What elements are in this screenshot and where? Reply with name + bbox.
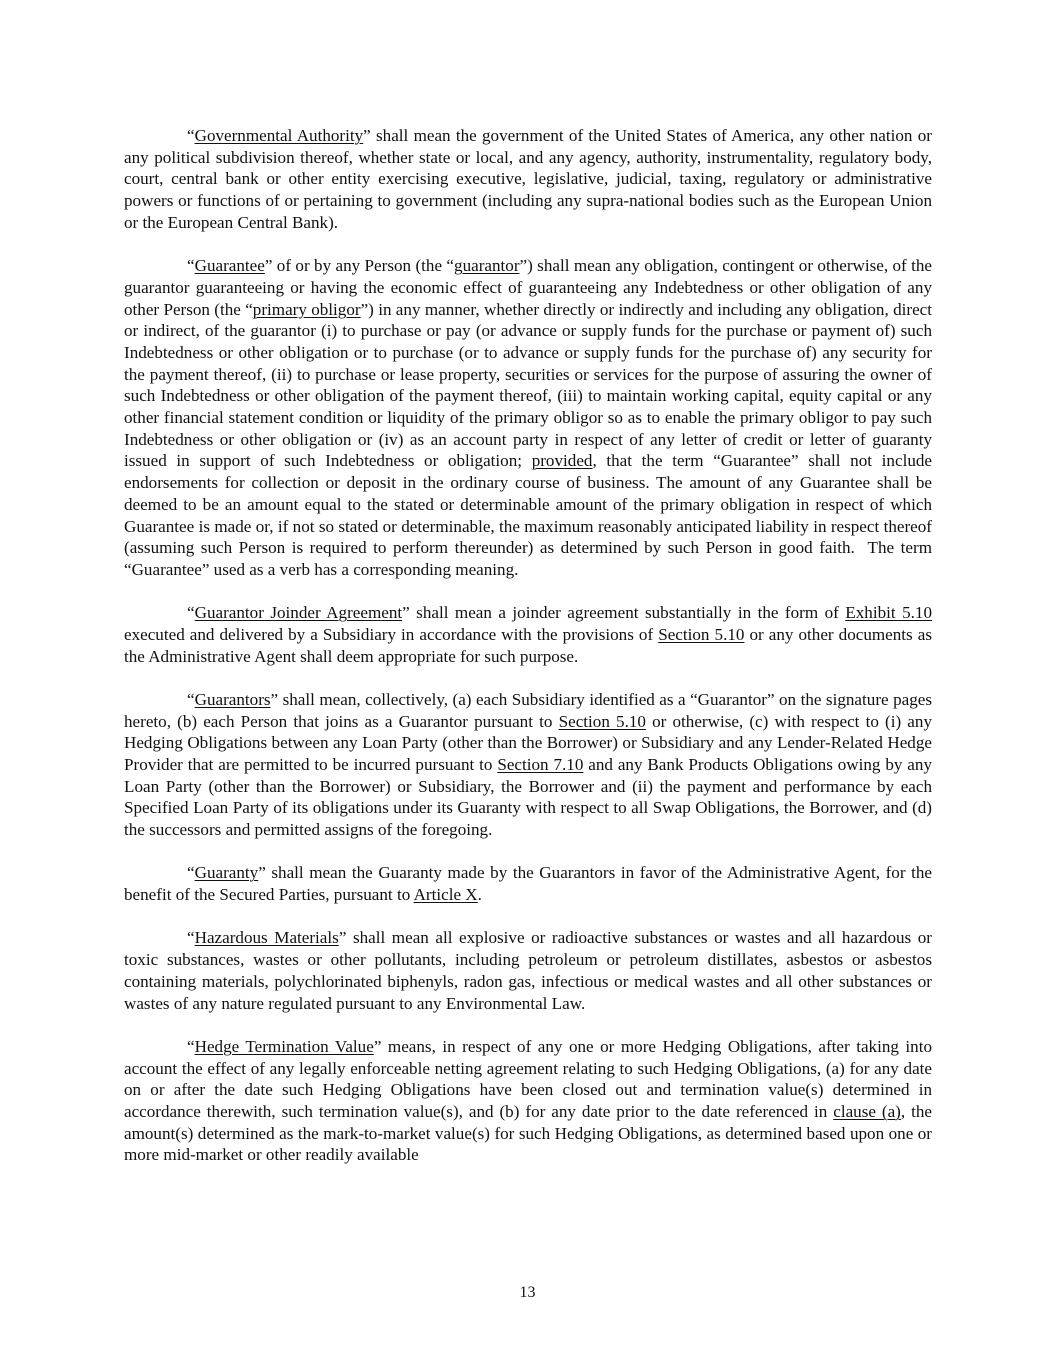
definitions-body xyxy=(124,125,932,1188)
defined-term: Section 7.10 xyxy=(497,755,584,775)
definition-text: “ xyxy=(187,863,195,883)
defined-term: Guarantee xyxy=(194,256,265,276)
definition-text: ” shall mean the Guaranty made by the Guarantors in favor of the Administrative Agent, for the benefit of the Secured Parties, pursuant to xyxy=(124,863,932,905)
definition-text: “ xyxy=(187,256,195,276)
definition-text: ” shall mean a joinder agreement substantially in the form of xyxy=(402,603,846,623)
definition-guaranty xyxy=(124,862,932,905)
definition-text: , the amount(s) determined as the mark-to-market value(s) for such Hedging Obligations, as determined based upon one or more mid-market or other readily available xyxy=(124,1101,932,1165)
defined-term: guarantor xyxy=(454,256,520,276)
defined-term: Guarantor Joinder Agreement xyxy=(194,603,403,623)
defined-term: Hazardous Materials xyxy=(194,928,339,948)
defined-term: Guarantors xyxy=(194,689,271,709)
definition-guarantors xyxy=(124,689,932,841)
defined-term: clause (a) xyxy=(833,1101,901,1121)
definition-text: “ xyxy=(187,603,195,623)
definition-hazardous-materials xyxy=(124,927,932,1014)
definition-text: ” means, in respect of any one or more Hedging Obligations, after taking into account the effect of any legally enforceable netting agreement relating to such Hedging Obligations, (a) for any date on or after the date such Hedging Obligations have been closed out and termination value(s) determined in accordance therewith, such termination value(s), and (b) for any date prior to the date referenced in xyxy=(124,1036,933,1121)
definition-text: ”) in any manner, whether directly or indirectly and including any obligation, direct or indirect, of the guarantor (i) to purchase or pay (or advance or supply funds for the purchase or payment of) such Indebtedness or other obligation or to purchase (or to advance or supply funds for the purchase of) any security for the payment thereof, (ii) to purchase or lease property, securities or services for the purpose of assuring the owner of such Indebtedness or other obligation of the payment thereof, (iii) to maintain working capital, equity capital or any other financial statement condition or liquidity of the primary obligor so as to enable the primary obligor to pay such Indebtedness or other obligation or (iv) as an account party in respect of any letter of credit or letter of guaranty issued in support of such Indebtedness or obligation; xyxy=(124,299,932,471)
definition-text: and any Bank Products Obligations owing by any Loan Party (other than the Borrower) or Subsidiary, the Borrower and (ii) the payment and performance by each Specified Loan Party of its obligations under its Guaranty with respect to all Swap Obligations, the Borrower, and (d) the successors and permitted assigns of the foregoing. xyxy=(124,755,932,840)
definition-guarantee xyxy=(124,255,932,581)
definition-text: ” shall mean the government of the United States of America, any other nation or any political subdivision thereof, whether state or local, and any agency, authority, instrumentality, regulatory body, court, central bank or other entity exercising executive, legislative, judicial, taxing, regulatory or administrative powers or functions of or pertaining to government (including any supra-national bodies such as the European Union or the European Central Bank). xyxy=(124,126,932,232)
definition-guarantor-joinder-agreement xyxy=(124,602,932,667)
definition-text: “ xyxy=(187,1036,195,1056)
defined-term: provided xyxy=(531,451,593,471)
page-number: 13 xyxy=(519,1284,536,1301)
definition-text: “ xyxy=(187,928,195,948)
definition-text: ” shall mean all explosive or radioactive substances or wastes and all hazardous or toxic substances, wastes or other pollutants, including petroleum or petroleum distillates, asbestos or asbestos containing materials, polychlorinated biphenyls, radon gas, infectious or medical wastes and all other substances or wastes of any nature regulated pursuant to any Environmental Law. xyxy=(124,928,932,1013)
definition-text: or otherwise, (c) with respect to (i) any Hedging Obligations between any Loan Party (other than the Borrower) or Subsidiary and any Lender-Related Hedge Provider that are permitted to be incurred pursuant to xyxy=(124,711,932,775)
definition-text: ” shall mean, collectively, (a) each Subsidiary identified as a “Guarantor” on the signature pages hereto, (b) each Person that joins as a Guarantor pursuant to xyxy=(124,689,932,731)
defined-term: Section 5.10 xyxy=(558,711,646,731)
defined-term: Hedge Termination Value xyxy=(194,1036,374,1056)
definition-hedge-termination-value xyxy=(124,1036,932,1166)
definition-text: “ xyxy=(187,126,195,145)
definition-text: , that the term “Guarantee” shall not include endorsements for collection or deposit in the ordinary course of business. The amount of any Guarantee shall be deemed to be an amount equal to the stated or determinable amount of the primary obligation in respect of which Guarantee is made or, if not so stated or determinable, the maximum reasonably anticipated liability in respect thereof (assuming such Person is required to perform thereunder) as determined by such Person in good faith. The term “Guarantee” used as a verb has a corresponding meaning. xyxy=(124,451,932,579)
defined-term: Guaranty xyxy=(194,863,259,883)
definition-text: ”) shall mean any obligation, contingent or otherwise, of the guarantor guaranteeing or having the economic effect of guaranteeing any Indebtedness or other obligation of any other Person (the “ xyxy=(124,256,933,319)
definition-text: . xyxy=(477,885,482,905)
definition-text: or any other documents as the Administrative Agent shall deem appropriate for such purpose. xyxy=(124,624,932,666)
definition-text: ” of or by any Person (the “ xyxy=(264,256,455,276)
defined-term: Exhibit 5.10 xyxy=(845,603,932,623)
definition-governmental-authority xyxy=(124,125,932,234)
defined-term: Article X xyxy=(413,885,478,905)
definition-text: executed and delivered by a Subsidiary in accordance with the provisions of xyxy=(124,624,659,644)
definition-text: “ xyxy=(187,689,195,709)
defined-term: Governmental Authority xyxy=(194,126,364,145)
defined-term: primary obligor xyxy=(252,299,361,319)
defined-term: Section 5.10 xyxy=(658,624,745,644)
